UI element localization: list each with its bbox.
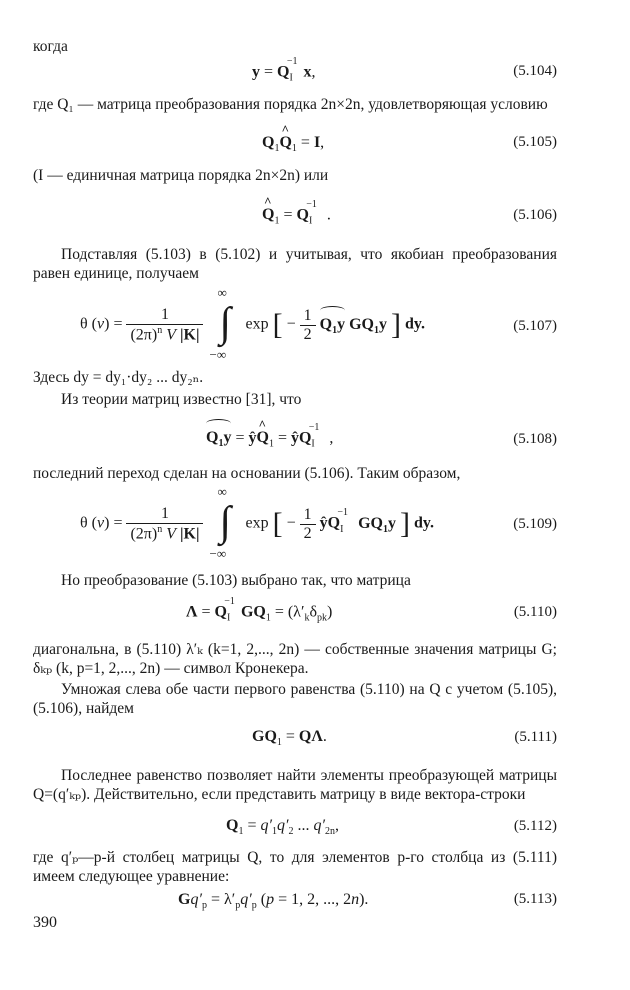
eq-number-5-113: (5.113)	[513, 891, 557, 907]
eq-number-5-108: (5.108)	[513, 431, 557, 447]
equation-5-104: $y = Q_I^{-1}x$,	[252, 56, 316, 84]
eq-number-5-107: (5.107)	[513, 318, 557, 334]
text-here-dy: Здесь dy = dy₁·dy₂ ... dy₂ₙ.	[33, 369, 204, 386]
equation-5-111: $GQ_1 = Q\Lambda$.	[252, 728, 327, 749]
equation-5-105: $Q_1$ ^ $Q_1 = I$,	[262, 122, 325, 155]
equation-5-112: $Q_1 = q'_1q'_2$ ... $q'_{2n}$,	[226, 817, 339, 838]
paragraph-diagonal: диагональна, в (5.110) λ′ₖ (k=1, 2,..., 2n) — собственные значения матрицы G; δₖₚ (k, p=1, 2,..., 2n) — символ Кронекера.	[33, 641, 557, 677]
paragraph-multiplying: Умножая слева обе части первого равенства (5.110) на Q с учетом (5.105), (5.106), найдем	[33, 681, 557, 717]
text-when: когда	[33, 38, 68, 55]
eq-number-5-105: (5.105)	[513, 134, 557, 150]
eq-number-5-106: (5.106)	[513, 207, 557, 223]
eq-number-5-110: (5.110)	[513, 604, 557, 620]
page-number: 390	[33, 914, 57, 931]
text-transformation-chosen: Но преобразование (5.103) выбрано так, что матрица	[61, 572, 411, 589]
paragraph-substituting: Подставляя (5.103) в (5.102) и учитывая, что якобиан преобразования равен единице, получаем	[33, 246, 557, 282]
eq-number-5-111: (5.111)	[514, 729, 557, 745]
equation-5-110: $\Lambda = Q_I^{-1}GQ_1 = (\lambda'_k\delta_{pk})$	[186, 596, 333, 624]
paragraph-q1-definition: где Q₁ — матрица преобразования порядка 2n×2n, удовлетворяющая условию	[33, 96, 548, 113]
paragraph-column-elements: где q′ₚ—p-й столбец матрицы Q, то для элементов p-го столбца из (5.111) имеем следующее уравнение:	[33, 849, 557, 885]
text-matrix-theory: Из теории матриц известно [31], что	[61, 391, 302, 408]
equation-5-113: $Gq'_p = \lambda'_pq'_p$ (p = 1, 2, ..., 2n).	[178, 891, 369, 912]
eq-number-5-104: (5.104)	[513, 63, 557, 79]
paragraph-identity-matrix: (I — единичная матрица порядка 2n×2n) или	[33, 167, 329, 184]
paragraph-last-transition: последний переход сделан на основании (5.106). Таким образом,	[33, 465, 461, 482]
paragraph-last-equality: Последнее равенство позволяет найти элементы преобразующей матрицы Q=(q′ₖₚ). Действительно, если представить матрицу в виде вектора-строки	[33, 767, 557, 803]
equation-5-109: θ (v) = $\frac{1}{(2\pi)^n V |K|}$ ∞ ∫ −∞ exp [ − $\frac{1}{2}$ $ŷQ_I^{-1}$ $GQ_1y$ ] dy.	[80, 484, 434, 561]
eq-number-5-109: (5.109)	[513, 516, 557, 532]
equation-5-107: θ (v) = $\frac{1}{(2\pi)^n V |K|}$ ∞ ∫ −∞ exp [ − $\frac{1}{2}$ $Q_1y$ $GQ_1y$ ] dy.	[80, 285, 425, 362]
equation-5-108: $Q_1y$ = ŷ ^ $Q_1$ = $ŷQ_I^{-1}$ ,	[206, 417, 334, 450]
eq-number-5-112: (5.112)	[513, 818, 557, 834]
equation-5-106: ^ $Q_1 = Q_I^{-1}$ .	[262, 194, 331, 227]
